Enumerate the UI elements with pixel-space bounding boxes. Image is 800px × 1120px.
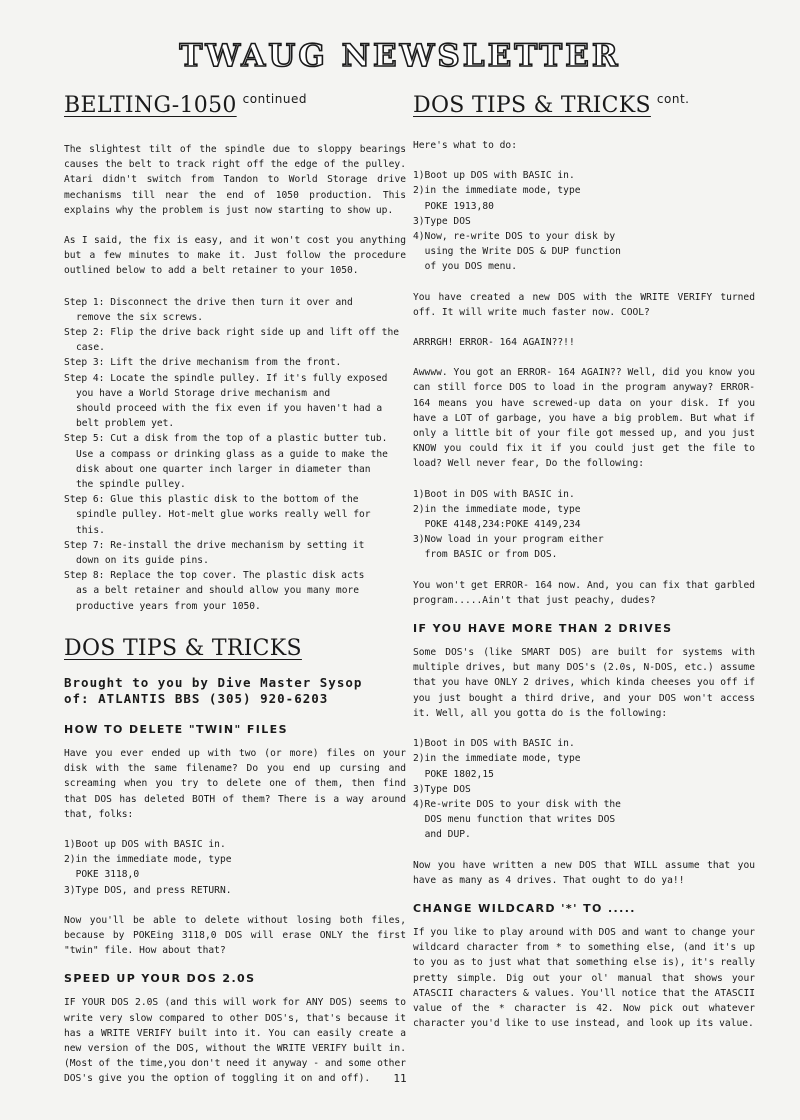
left-column: [64, 92, 406, 1087]
twin-files-paragraph-1: Have you ever ended up with two (or more) files on your disk with the same filename? Do you end up cursing and screaming when you try to delete one of them, then find that DOS has deleted BOTH of them? There is a way around that, folks:: [64, 747, 406, 820]
instruction-line: POKE 1802,15: [413, 768, 494, 780]
instruction-line: 1)Boot in DOS with BASIC in.: [413, 488, 575, 500]
step-line: Step 2: Flip the drive back right side up and lift off the: [64, 327, 400, 339]
wildcard-heading: CHANGE WILDCARD '*' TO .....: [413, 901, 636, 915]
more-drives-instructions: [413, 736, 755, 842]
more-drives-result: Now you have written a new DOS that WILL assume that you have as many as 4 drives. That ought to do ya!!: [413, 859, 755, 886]
instruction-line: 4)Re-write DOS to your disk with the: [413, 798, 621, 810]
error-164-result: You won't get ERROR- 164 now. And, you can fix that garbled program.....Ain't that just peachy, dudes?: [413, 579, 755, 606]
instruction-line: 2)in the immediate mode, type: [64, 854, 232, 866]
dos-tips-cont-label: cont.: [656, 92, 690, 106]
instruction-line: 3)Type DOS: [413, 783, 471, 795]
speed-up-heading: SPEED UP YOUR DOS 2.0S: [64, 972, 256, 986]
instruction-line: POKE 3118,0: [64, 869, 140, 881]
twin-files-instructions: [64, 837, 406, 898]
right-intro: Here's what to do:: [413, 140, 517, 151]
write-verify-instructions: [413, 168, 755, 274]
instruction-line: 2)in the immediate mode, type: [413, 185, 581, 197]
instruction-line: and DUP.: [413, 829, 471, 841]
masthead-title: TWAUG NEWSLETTER: [179, 38, 621, 74]
instruction-line: 1)Boot up DOS with BASIC in.: [413, 170, 575, 182]
instruction-line: POKE 4148,234:POKE 4149,234: [413, 519, 581, 531]
error-164-exclaim: ARRRGH! ERROR- 164 AGAIN??!!: [413, 337, 575, 349]
belting-continued-label: continued: [242, 92, 307, 106]
instruction-line: DOS menu function that writes DOS: [413, 814, 616, 826]
write-verify-result: You have created a new DOS with the WRITE VERIFY turned off. It will write much faster now. COOL?: [413, 291, 755, 318]
step-line: belt problem yet.: [76, 418, 175, 430]
step-line: Step 4: Locate the spindle pulley. If it's fully exposed: [64, 372, 388, 384]
byline-sysop: Brought to you by Dive Master Sysop: [64, 674, 363, 690]
step-line: Use a compass or drinking glass as a guide to make the: [76, 448, 388, 460]
step-line: should proceed with the fix even if you haven't had a: [76, 403, 383, 415]
step-line: Step 3: Lift the drive mechanism from the front.: [64, 357, 342, 369]
error-164-instructions: [413, 487, 755, 563]
step-line: spindle pulley. Hot-melt glue works really well for: [76, 509, 371, 521]
instruction-line: 3)Type DOS: [413, 215, 471, 227]
instruction-line: 2)in the immediate mode, type: [413, 753, 581, 765]
instruction-line: using the Write DOS & DUP function: [413, 246, 621, 258]
belting-paragraph-1: The slightest tilt of the spindle due to sloppy bearings causes the belt to track right off the edge of the pulley. Atari didn't switch from Tandon to World Storage drive mechanisms till near the end of 1050 production. This explains why the problem is just now starting to show up.: [64, 144, 406, 216]
step-line: as a belt retainer and should allow you many more: [76, 585, 360, 597]
step-line: Step 5: Cut a disk from the top of a plastic butter tub.: [64, 433, 388, 445]
step-line: the spindle pulley.: [76, 479, 186, 491]
step-line: Step 6: Glue this plastic disk to the bottom of the: [64, 494, 359, 506]
step-line: productive years from your 1050.: [76, 600, 261, 612]
instruction-line: from BASIC or from DOS.: [413, 549, 558, 561]
instruction-line: 1)Boot up DOS with BASIC in.: [64, 838, 226, 850]
step-line: remove the six screws.: [76, 311, 204, 323]
belting-paragraph-2: As I said, the fix is easy, and it won't cost you anything but a few minutes to make it. Just follow the procedure outlined below to add a belt retainer to your 1050.: [64, 235, 406, 277]
step-line: you have a World Storage drive mechanism and: [76, 387, 331, 399]
more-drives-heading: IF YOU HAVE MORE THAN 2 DRIVES: [413, 622, 673, 636]
right-column: [413, 92, 755, 1031]
step-line: down on its guide pins.: [76, 555, 209, 567]
step-line: case.: [76, 342, 105, 354]
speed-up-paragraph: IF YOUR DOS 2.0S (and this will work for ANY DOS) seems to write very slow compared to other DOS's, that's because it has a WRITE VERIFY built into it. You can easily create a new version of the DOS, without the WRITE VERIFY built in. (Most of the time,you don't need it anyway - and some other DOS's give you the option of toggling it on and off).: [64, 997, 406, 1085]
step-line: Step 7: Re-install the drive mechanism by setting it: [64, 539, 365, 551]
byline-bbs: of: ATLANTIS BBS (305) 920-6203: [64, 690, 329, 706]
instruction-line: 4)Now, re-write DOS to your disk by: [413, 231, 616, 243]
belting-title: BELTING-1050 continued: [64, 92, 307, 118]
instruction-line: 3)Type DOS, and press RETURN.: [64, 884, 232, 896]
wildcard-paragraph: If you like to play around with DOS and want to change your wildcard character from * to something else, (and it's up to you as to just what that something else is), it's really pretty simple. Dig out your ol' manual that shows your ATASCII characters & values. You'll notice that the ATASCII value of the * character is 42. Now pick out whatever character you'd like to use instead, and look up its value.: [413, 926, 755, 1030]
instruction-line: 1)Boot in DOS with BASIC in.: [413, 738, 575, 750]
more-drives-paragraph: Some DOS's (like SMART DOS) are built for systems with multiple drives, but many DOS's (2.0s, N-DOS, etc.) assume that you have ONLY 2 drives, which kinda cheeses you off if you just bought a third drive, and your DOS won't access it. Well, all you gotta do is the following:: [413, 647, 755, 719]
instruction-line: 3)Now load in your program either: [413, 534, 604, 546]
dos-tips-title: DOS TIPS & TRICKS: [64, 635, 302, 661]
instruction-line: 2)in the immediate mode, type: [413, 503, 581, 515]
twin-files-heading: HOW TO DELETE "TWIN" FILES: [64, 722, 288, 736]
step-line: Step 1: Disconnect the drive then turn it over and: [64, 296, 353, 308]
step-line: disk about one quarter inch larger in diameter than: [76, 463, 371, 475]
error-164-paragraph: Awwww. You got an ERROR- 164 AGAIN?? Well, did you know you can still force DOS to load in the program anyway? ERROR- 164 means you have screwed-up data on your disk. If you have a LOT of garbage, you have a big problem. But what if only a little bit of your file got messed up, and you just KNOW you could fix it if you could just get the file to load? Well never fear, Do the following:: [413, 367, 755, 470]
step-line: Step 8: Replace the top cover. The plastic disk acts: [64, 570, 365, 582]
dos-tips-cont-title: DOS TIPS & TRICKS cont.: [413, 92, 690, 118]
instruction-line: POKE 1913,80: [413, 200, 494, 212]
page-number: 11: [393, 1072, 407, 1085]
step-line: this.: [76, 524, 105, 536]
instruction-line: of you DOS menu.: [413, 261, 517, 273]
twin-files-paragraph-2: Now you'll be able to delete without losing both files, because by POKEing 3118,0 DOS will erase ONLY the first "twin" file. How about that?: [64, 914, 406, 957]
belting-steps-list: [64, 295, 406, 614]
